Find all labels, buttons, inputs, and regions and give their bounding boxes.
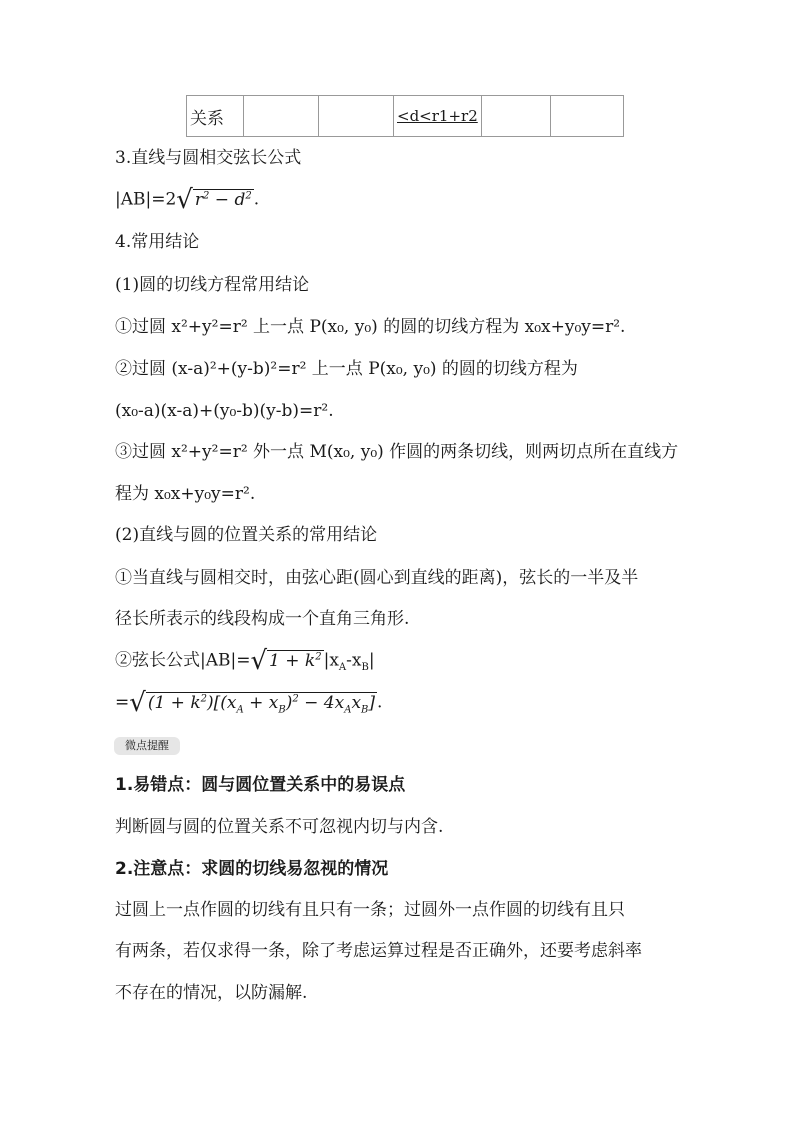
conclusion-item-2-line1: ②过圆 (x-a)²+(y-b)²=r² 上一点 P(x₀, y₀) 的圆的切线方程为	[115, 359, 578, 379]
formula-label: ②弦长公式|AB|=	[115, 650, 251, 671]
conclusion-item-3-line1: ③过圆 x²+y²=r² 外一点 M(x₀, y₀) 作圆的两条切线，则两切点所在直线方	[115, 442, 679, 462]
sqrt-content: $r^2 - d^2$	[194, 189, 252, 210]
conclusion-item-4-line2: 径长所表示的线段构成一个直角三角形.	[115, 609, 410, 629]
formula-text: <d<r1+r2	[397, 107, 478, 125]
section-3-heading: 3.直线与圆相交弦长公式	[115, 148, 302, 168]
table-cell	[481, 96, 550, 137]
tip-paragraph-1: 判断圆与圆的位置关系不可忽视内切与内含.	[115, 817, 444, 837]
sqrt-content: $1 + k^2$	[269, 650, 322, 671]
tip-paragraph-2-line3: 不存在的情况，以防漏解.	[115, 983, 308, 1003]
subsection-1-heading: (1)圆的切线方程常用结论	[115, 275, 310, 295]
tip-paragraph-2-line1: 过圆上一点作圆的切线有且只有一条；过圆外一点作圆的切线有且只	[115, 900, 625, 920]
sqrt-sign: √	[250, 646, 268, 676]
table-cell	[319, 96, 394, 137]
sqrt-content: $(1 + k^2)[(x_A + x_B)^2 - 4x_Ax_B]$	[147, 692, 376, 715]
conclusion-item-4-line1: ①当直线与圆相交时，由弦心距(圆心到直线的距离)，弦长的一半及半	[115, 568, 639, 588]
section-4-heading: 4.常用结论	[115, 232, 200, 252]
table-cell-formula	[394, 96, 482, 137]
chord-formula-line1: ②弦长公式|AB|=√ $1 + k^2$ $|x_A-x_B|$	[115, 646, 375, 676]
equals-sign: =	[115, 692, 130, 713]
relation-table	[186, 95, 624, 137]
tip-heading-2: 2.注意点：求圆的切线易忽视的情况	[115, 859, 389, 879]
conclusion-item-1: ①过圆 x²+y²=r² 上一点 P(x₀, y₀) 的圆的切线方程为 x₀x+y₀y=r².	[115, 317, 626, 337]
table-cell	[244, 96, 319, 137]
conclusion-item-2-line2: (x₀-a)(x-a)+(y₀-b)(y-b)=r².	[115, 401, 334, 421]
sqrt-sign: √	[129, 688, 146, 718]
chord-length-formula	[115, 187, 259, 213]
formula-prefix: |AB|=2	[115, 189, 177, 210]
table-cell-label: 关系	[187, 96, 244, 137]
subsection-2-heading: (2)直线与圆的位置关系的常用结论	[115, 525, 378, 545]
table-row	[187, 96, 624, 137]
tip-heading-1: 1.易错点：圆与圆位置关系中的易误点	[115, 775, 406, 795]
tip-tag: 微点提醒	[114, 737, 180, 755]
conclusion-item-3-line2: 程为 x₀x+y₀y=r².	[115, 484, 256, 504]
chord-formula-line2: =√ $(1 + k^2)[(x_A + x_B)^2 - 4x_Ax_B]$ .	[115, 688, 383, 718]
sqrt-sign: √	[176, 185, 193, 215]
table-cell	[550, 96, 623, 137]
formula-tail: |x	[323, 650, 339, 671]
formula-suffix: .	[253, 189, 260, 210]
tip-paragraph-2-line2: 有两条，若仅求得一条，除了考虑运算过程是否正确外，还要考虑斜率	[115, 941, 642, 961]
